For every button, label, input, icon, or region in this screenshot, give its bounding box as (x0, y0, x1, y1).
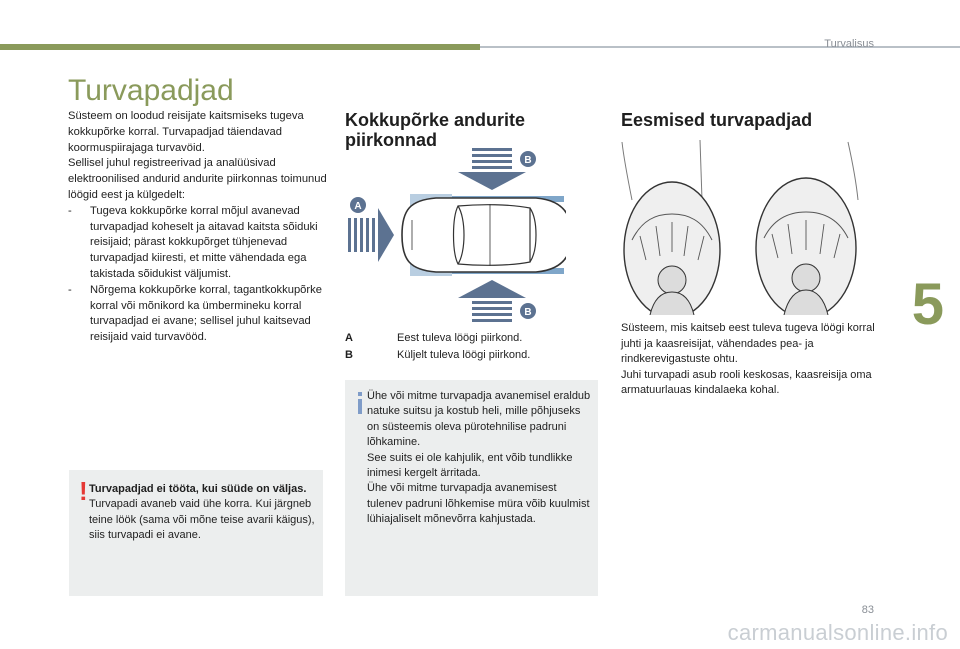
intro-paragraph-2: Sellisel juhul registreerivad ja analüüsivad elektroonilised andurid andurite piirkonnas toimunud löögid eest ja külgedelt: (68, 157, 327, 201)
bullet-text-1: Tugeva kokkupõrke korral mõjul avanevad turvapadjad koheselt ja aitavad kaitsta sõiduki reisijaid; pärast kokkupõrget tühjenevad turvapadjad kiiresti, et mitte vähendada ega takistada sõidukist väljumist. (90, 204, 318, 280)
info-text: Ühe või mitme turvapadja avanemisel eraldub natuke suitsu ja kostub heli, mille põhjuseks on süsteemis oleva pürotehnilise padruni lõhkamine. See suits ei ole kahjulik, ent võib tundlikke inimesi kergelt ärritada. Ühe või mitme turvapadja avanemisest tulenev padruni lõhkemise müra võib kuulmist lühiajaliselt mõnevõrra kahjustada. (367, 390, 591, 526)
bullet-text-2: Nõrgema kokkupõrke korral, tagantkokkupõrke korral või mõnikord ka ümbermineku korral turvapadjad ei avane; sellisel juhul kaitsevad reisijaid vaid turvavööd. (90, 283, 322, 344)
warning-title: Turvapadjad ei tööta, kui süüde on väljas. (89, 483, 307, 495)
airbag-right (756, 178, 856, 315)
legend-key-b: B (345, 349, 353, 361)
diagram-legend (345, 330, 595, 364)
airbag-left (624, 182, 720, 315)
warning-body: Turvapadi avaneb vaid ühe korra. Kui järgneb teine löök (sama või mõne teise avarii käigus), siis turvapadi ei avane. (89, 498, 315, 542)
label-b-top: B (524, 155, 532, 166)
sensor-zones-diagram (340, 148, 566, 326)
section-name: Turvalisus (824, 38, 874, 50)
front-airbags-heading: Eesmised turvapadjad (621, 110, 813, 130)
info-box (345, 380, 598, 596)
legend-key-a: A (345, 332, 353, 344)
page-title: Turvapadjad (68, 74, 234, 107)
side-impact-arrow-top (458, 148, 526, 190)
intro-text (68, 109, 328, 346)
sensors-heading: Kokkupõrke andurite piirkonnad (345, 110, 526, 150)
legend-text-b: Küljelt tuleva löögi piirkond. (397, 349, 531, 361)
warning-icon: ! (79, 476, 88, 506)
warning-box (69, 470, 323, 596)
chapter-number: 5 (911, 272, 944, 337)
bullet-mark: - (68, 283, 72, 296)
label-b-bottom: B (524, 307, 532, 318)
page-number: 83 (861, 604, 874, 616)
intro-paragraph-1: Süsteem on loodud reisijate kaitsmiseks tugeva kokkupõrke korral. Turvapadjad täiendavad koormuspiirajaga turvavöid. (68, 110, 304, 154)
label-a: A (354, 201, 362, 212)
list-item (68, 283, 328, 346)
watermark: carmanualsonline.info (727, 620, 948, 645)
car-top-view (402, 194, 566, 276)
warning-text (89, 482, 315, 544)
legend-text-a: Eest tuleva löögi piirkond. (397, 332, 523, 344)
side-impact-arrow-bottom (458, 280, 526, 322)
front-impact-arrow (348, 208, 394, 262)
header-rule (480, 46, 960, 48)
bullet-mark: - (68, 204, 72, 217)
front-airbags-illustration (620, 140, 870, 315)
header-accent-bar (0, 44, 480, 50)
front-airbags-text: Süsteem, mis kaitseb eest tuleva tugeva löögi korral juhti ja kaasreisijat, vähendades pea- ja rindkerevigastuste ohtu. Juhi turvapadi asub rooli keskosas, kaasreisija oma armatuurlauas kindalaeka kohal. (621, 322, 875, 397)
legend-row (345, 347, 595, 364)
info-icon (353, 392, 367, 414)
legend-row (345, 330, 595, 347)
list-item (68, 204, 328, 283)
